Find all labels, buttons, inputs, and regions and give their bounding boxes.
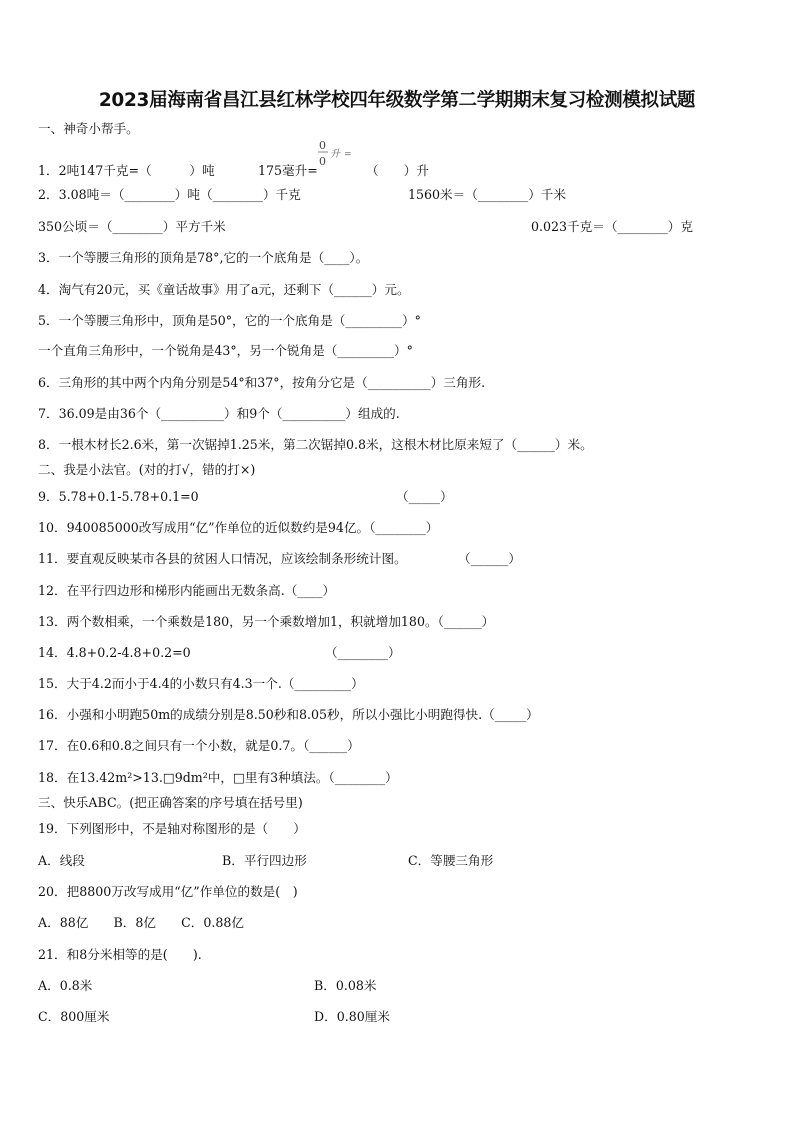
question-19: 19．下列图形中，不是轴对称图形的是（ ） xyxy=(38,821,306,836)
question-14-answer-blank: （________） xyxy=(325,645,401,660)
question-2-part-d: 0.023千克＝（________）克 xyxy=(531,219,693,234)
fraction-equals: = xyxy=(344,150,352,160)
question-3: 3．一个等腰三角形的顶角是78°,它的一个底角是（____）。 xyxy=(38,250,369,265)
question-1-part-a: 1．2吨147千克=（ ）吨 xyxy=(38,163,215,178)
question-18: 18．在13.42m²>13.□9dm²中，□里有3种填法。（________） xyxy=(38,770,398,785)
question-17: 17．在0.6和0.8之间只有一个小数，就是0.7。（______） xyxy=(38,738,360,753)
question-7: 7．36.09是由36个（__________）和9个（__________）组成的. xyxy=(38,406,400,421)
question-14: 14．4.8+0.2-4.8+0.2=0 xyxy=(38,645,191,660)
question-21-option-b: B．0.08米 xyxy=(314,978,377,993)
question-21-option-a: A．0.8米 xyxy=(38,978,93,993)
question-2-part-c: 350公顷＝（________）平方千米 xyxy=(38,219,226,234)
question-19-option-c: C．等腰三角形 xyxy=(408,853,494,868)
fraction-denominator: 0 xyxy=(319,155,326,168)
fraction-numerator: 0 xyxy=(319,139,326,152)
section-2-heading: 二、我是小法官。(对的打√，错的打×) xyxy=(38,462,256,477)
question-21: 21．和8分米相等的是( ). xyxy=(38,947,202,962)
question-9-answer-blank: （_____） xyxy=(396,489,453,504)
question-21-option-d: D．0.80厘米 xyxy=(314,1009,390,1024)
question-9: 9．5.78+0.1-5.78+0.1=0 xyxy=(38,489,199,504)
question-20-options: A．88亿 B．8亿 C．0.88亿 xyxy=(38,915,245,930)
question-16: 16．小强和小明跑50m的成绩分别是8.50秒和8.05秒，所以小强比小明跑得快.（_____） xyxy=(38,707,539,722)
question-19-option-b: B．平行四边形 xyxy=(222,853,307,868)
section-1-heading: 一、神奇小帮手。 xyxy=(38,121,139,136)
question-11: 11．要直观反映某市各县的贫困人口情况，应该绘制条形统计图。 xyxy=(38,551,407,566)
question-11-answer-blank: （______） xyxy=(458,551,521,566)
question-10: 10．940085000改写成用“亿”作单位的近似数约是94亿。（________） xyxy=(38,520,439,535)
question-8: 8．一根木材长2.6米，第一次锯掉1.25米，第二次锯掉0.8米，这根木材比原来短了（______）米。 xyxy=(38,437,593,452)
question-5-part-b: 一个直角三角形中，一个锐角是43°，另一个锐角是（_________）° xyxy=(38,343,413,358)
fraction-unit: 升 xyxy=(330,149,340,160)
question-1-part-c: （ ）升 xyxy=(366,163,429,178)
question-12: 12．在平行四边形和梯形内能画出无数条高.（____） xyxy=(38,583,336,598)
section-3-heading: 三、快乐ABC。(把正确答案的序号填在括号里) xyxy=(38,795,303,810)
question-6: 6．三角形的其中两个内角分别是54°和37°，按角分它是（__________）三角形. xyxy=(38,375,486,390)
question-19-option-a: A．线段 xyxy=(38,853,85,868)
question-1-part-b: 175毫升= xyxy=(258,163,318,178)
question-15: 15．大于4.2而小于4.4的小数只有4.3一个.（_________） xyxy=(38,676,364,691)
question-5-part-a: 5．一个等腰三角形中，顶角是50°，它的一个底角是（_________）° xyxy=(38,313,421,328)
question-20: 20．把8800万改写成用“亿”作单位的数是( ) xyxy=(38,884,298,899)
question-2-part-b: 1560米＝（________）千米 xyxy=(408,187,566,202)
fraction-figure xyxy=(318,138,354,172)
question-4: 4．淘气有20元，买《童话故事》用了a元，还剩下（______）元。 xyxy=(38,282,410,297)
question-2-part-a: 2．3.08吨＝（________）吨（________）千克 xyxy=(38,187,301,202)
page-title: 2023届海南省昌江县红林学校四年级数学第二学期期末复习检测模拟试题 xyxy=(98,90,696,111)
question-21-option-c: C．800厘米 xyxy=(38,1009,110,1024)
question-13: 13．两个数相乘，一个乘数是180，另一个乘数增加1，积就增加180。（______） xyxy=(38,614,495,629)
